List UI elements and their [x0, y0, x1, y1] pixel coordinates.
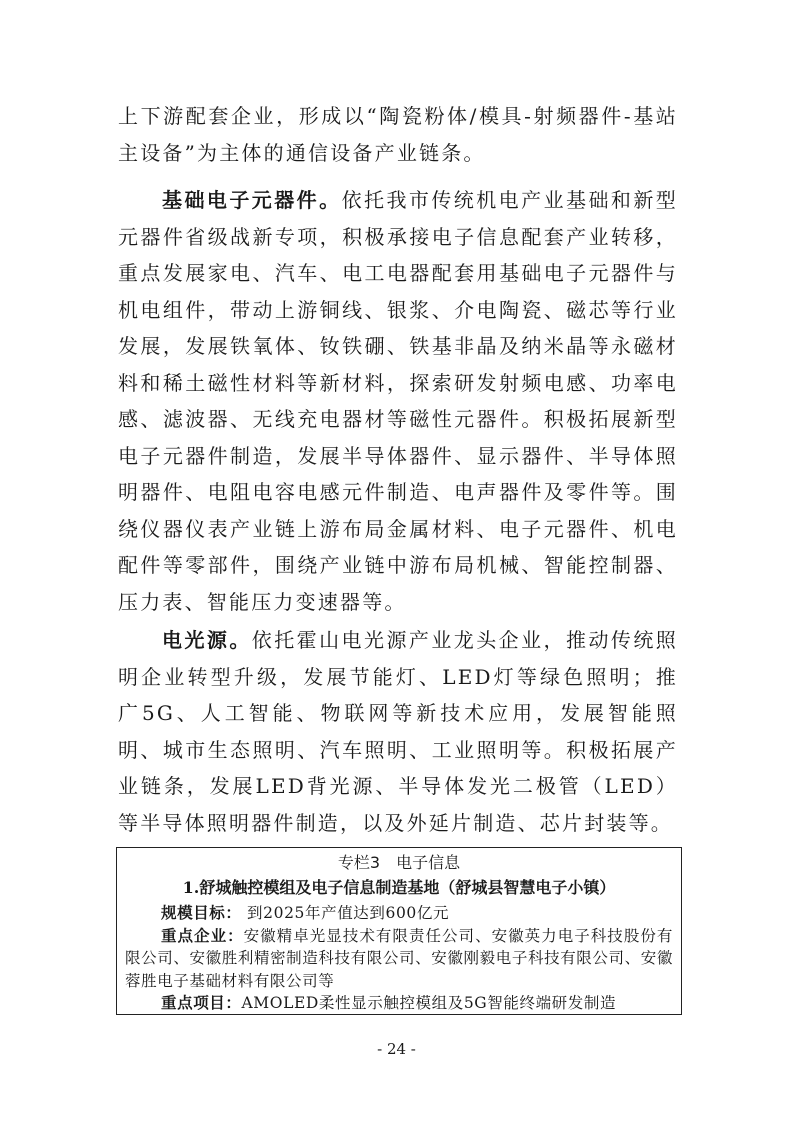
page-number: - 24 -: [377, 1040, 416, 1058]
section-light-source-text: 依托霍山电光源产业龙头企业，推动传统照明企业转型升级，发展节能灯、LED灯等绿色照明；推广5G、人工智能、物联网等新技术应用，发展智能照明、城市生态照明、汽车照明、工业照明等。积极拓展产业链条，发展LED背光源、半导体发光二极管（LED）等半导体照明器件制造，以及外延片制造、芯片封装等。: [118, 628, 678, 835]
key-projects-label: 重点项目：: [161, 993, 242, 1012]
section-light-source: [118, 622, 678, 841]
column-box-subtitle: 1.舒城触控模组及电子信息制造基地（舒城县智慧电子小镇）: [182, 878, 616, 897]
section-light-source-heading: 电光源。: [162, 628, 252, 652]
section-basic-components-heading: 基础电子元器件。: [162, 188, 342, 212]
key-companies-text: 安徽精卓光显技术有限责任公司、安徽英力电子科技股份有限公司、安徽胜利精密制造科技有限公司、安徽刚毅电子科技有限公司、安徽蓉胜电子基础材料有限公司等: [125, 926, 673, 990]
key-projects-text: AMOLED柔性显示触控模组及5G智能终端研发制造: [241, 994, 617, 1012]
key-companies-label: 重点企业：: [161, 925, 244, 945]
scale-target-line: [125, 902, 673, 925]
scale-target-label: 规模目标：: [161, 903, 242, 922]
column-box: [116, 847, 682, 1015]
key-projects-line: [125, 992, 673, 1015]
column-box-body: [125, 902, 673, 1015]
column-box-title: 专栏3 电子信息: [337, 853, 461, 872]
key-companies-line: [125, 925, 673, 993]
section-basic-components-text: 依托我市传统机电产业基础和新型元器件省级战新专项，积极承接电子信息配套产业转移，重点发展家电、汽车、电工电器配套用基础电子元器件与机电组件，带动上游铜线、银浆、介电陶瓷、磁芯等行业发展，发展铁氧体、钕铁硼、铁基非晶及纳米晶等永磁材料和稀土磁性材料等新材料，探索研发射频电感、功率电感、滤波器、无线充电器材等磁性元器件。积极拓展新型电子元器件制造，发展半导体器件、显示器件、半导体照明器件、电阻电容电感元件制造、电声器件及零件等。围绕仪器仪表产业链上游布局金属材料、电子元器件、机电配件等零部件，围绕产业链中游布局机械、智能控制器、压力表、智能压力变速器等。: [118, 188, 678, 614]
section-basic-components: [118, 182, 678, 620]
scale-target-text: 到2025年产值达到600亿元: [247, 904, 450, 922]
intro-paragraph: 上下游配套企业，形成以“陶瓷粉体/模具-射频器件-基站主设备”为主体的通信设备产业链条。: [118, 104, 678, 165]
